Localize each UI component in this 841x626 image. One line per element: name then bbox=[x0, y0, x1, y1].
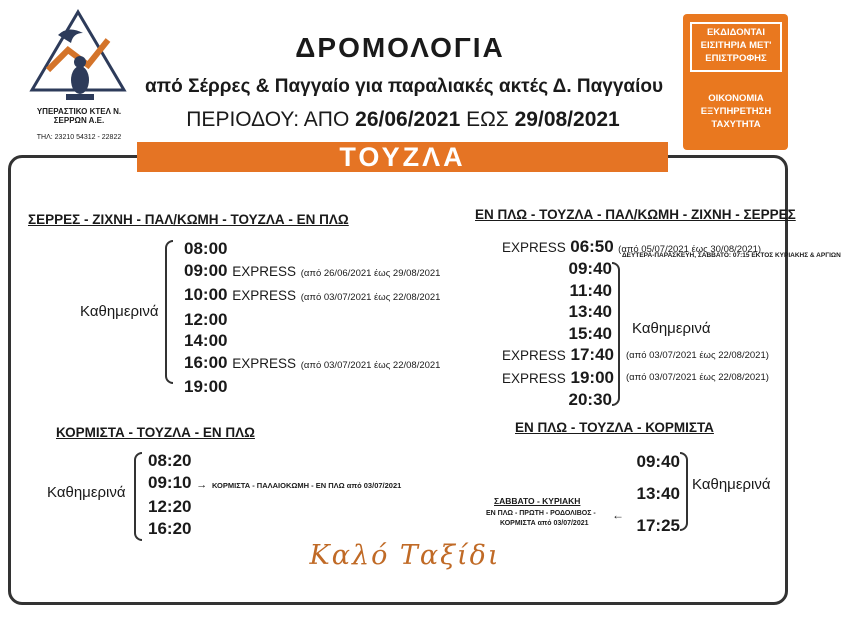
logo-phone: ΤΗΛ: 23210 54312 - 22822 bbox=[36, 134, 122, 141]
time-row bbox=[610, 478, 680, 510]
departure-time: 19:00 bbox=[184, 377, 228, 396]
departure-time: 14:00 bbox=[184, 331, 228, 350]
closing-greeting: Καλό Ταξίδι bbox=[309, 540, 501, 571]
route-serres-enplo: ΣΕΡΡΕΣ - ΖΙΧΝΗ - ΠΑΛ/ΚΩΜΗ - ΤΟΥΖΛΑ - ΕΝ ΠΛΩ bbox=[28, 212, 349, 227]
departure-time: 11:40 bbox=[569, 280, 612, 300]
time-row bbox=[148, 496, 401, 518]
express-label: EXPRESS bbox=[502, 370, 566, 386]
time-row bbox=[184, 352, 440, 377]
weekend-date: ΚΟΡΜΙΣΤΑ από 03/07/2021 bbox=[500, 520, 589, 527]
date-note: (από 03/07/2021 έως 22/08/2021) bbox=[626, 350, 769, 361]
time-row bbox=[148, 518, 401, 540]
route-enplo-kormista: ΕΝ ΠΛΩ - ΤΟΥΖΛΑ - ΚΟΡΜΙΣΤΑ bbox=[515, 420, 714, 435]
bracket-right-bottom bbox=[680, 452, 688, 531]
page-subtitle: από Σέρρες & Παγγαίο για παραλιακές ακτές Δ. Παγγαίου bbox=[144, 76, 664, 97]
timetable-enplo-kormista bbox=[610, 446, 680, 542]
date-note: (από 03/07/2021 έως 22/08/2021 bbox=[300, 359, 441, 371]
weekend-route: ΕΝ ΠΛΩ - ΠΡΩΤΗ - ΡΟΔΟΛΙΒΟΣ - bbox=[486, 510, 596, 517]
departure-time: 09:40 bbox=[636, 452, 680, 471]
weekend-title: ΣΑΒΒΑΤΟ - ΚΥΡΙΑΚΗ bbox=[494, 496, 581, 506]
period-prefix: ΠΕΡΙΟΔΟΥ: ΑΠΟ bbox=[186, 108, 350, 131]
departure-time: 19:00 bbox=[570, 367, 614, 387]
bracket-right-top bbox=[612, 262, 620, 406]
time-row bbox=[502, 367, 612, 390]
route-kormista-enplo: ΚΟΡΜΙΣΤΑ - ΤΟΥΖΛΑ - ΕΝ ΠΛΩ bbox=[56, 425, 255, 440]
departure-time: 17:25 bbox=[636, 516, 680, 535]
departure-time: 12:00 bbox=[184, 309, 228, 329]
departure-time: 15:40 bbox=[568, 323, 612, 343]
time-row bbox=[502, 280, 612, 302]
time-row bbox=[502, 323, 612, 345]
express-label: EXPRESS bbox=[232, 263, 296, 279]
timetable-enplo-serres bbox=[502, 258, 612, 411]
period-to: 29/08/2021 bbox=[514, 108, 620, 131]
express-label: EXPRESS bbox=[502, 240, 566, 255]
departure-time: 09:00 bbox=[184, 260, 228, 280]
date-note: (από 26/06/2021 έως 29/08/2021 bbox=[300, 267, 441, 279]
date-note: (από 03/07/2021 έως 22/08/2021 bbox=[300, 292, 441, 303]
time-row bbox=[502, 301, 612, 323]
express-label: EXPRESS bbox=[232, 355, 296, 371]
time-row bbox=[184, 284, 440, 309]
route-note: ΚΟΡΜΙΣΤΑ - ΠΑΛΑΙΟΚΩΜΗ - ΕΝ ΠΛΩ από 03/07/2021 bbox=[211, 480, 402, 490]
page-title: ΔΡΟΜΟΛΟΓΙΑ bbox=[295, 32, 505, 63]
date-note: (από 03/07/2021 έως 22/08/2021) bbox=[626, 372, 769, 383]
time-row bbox=[184, 376, 440, 398]
bracket-left-bottom bbox=[134, 452, 142, 541]
departure-time: 09:10 bbox=[148, 472, 192, 492]
destination-banner: ΤΟΥΖΛΑ bbox=[137, 142, 668, 172]
timetable-kormista-enplo bbox=[148, 450, 401, 539]
departure-time: 13:40 bbox=[636, 484, 680, 503]
period-line bbox=[138, 108, 668, 132]
departure-time: 16:20 bbox=[148, 518, 192, 538]
daily-label: Καθημερινά bbox=[692, 476, 771, 493]
arrow-right-icon: → bbox=[196, 478, 208, 491]
weekday-note: ΔΕΥΤΕΡΑ-ΠΑΡΑΣΚΕΥΗ, ΣΑΒΒΑΤΟ: 07:15 ΕΚΤΟΣ ΚΥΡΙΑΚΗΣ & ΑΡΓΙΩΝ bbox=[622, 252, 841, 259]
ktel-logo bbox=[28, 10, 128, 150]
time-row bbox=[184, 260, 440, 285]
time-row bbox=[502, 258, 612, 280]
daily-label: Καθημερινά bbox=[47, 484, 126, 501]
departure-time: 09:40 bbox=[568, 259, 612, 278]
departure-time: 08:00 bbox=[184, 239, 228, 258]
date-note: (από 05/07/2021 έως 30/08/2021) bbox=[618, 244, 762, 255]
daily-label: Καθημερινά bbox=[632, 320, 711, 337]
departure-time: 10:00 bbox=[184, 285, 228, 304]
express-label: EXPRESS bbox=[232, 288, 296, 303]
period-from: 26/06/2021 bbox=[355, 108, 461, 131]
logo-emblem-icon bbox=[28, 10, 128, 110]
time-row bbox=[502, 389, 612, 411]
info-benefits: ΟΙΚΟΝΟΜΙΑ ΕΞΥΠΗΡΕΤΗΣΗ ΤΑΧΥΤΗΤΑ bbox=[700, 93, 772, 130]
departure-time: 13:40 bbox=[568, 302, 612, 321]
time-row bbox=[184, 330, 440, 352]
route-enplo-serres: ΕΝ ΠΛΩ - ΤΟΥΖΛΑ - ΠΑΛ/ΚΩΜΗ - ΖΙΧΝΗ - ΣΕΡΡΕΣ bbox=[475, 207, 796, 222]
info-tickets: ΕΚΔΙΔΟΝΤΑΙ ΕΙΣΙΤΗΡΙΑ ΜΕΤ' ΕΠΙΣΤΡΟΦΗΣ bbox=[690, 22, 782, 72]
time-row bbox=[184, 309, 440, 331]
departure-time: 12:20 bbox=[148, 497, 192, 516]
period-mid: ΕΩΣ bbox=[466, 108, 509, 131]
time-row bbox=[502, 344, 612, 367]
departure-time: 20:30 bbox=[568, 390, 612, 409]
departure-time: 17:40 bbox=[570, 345, 614, 364]
arrow-left-icon: ← bbox=[612, 508, 624, 522]
express-label: EXPRESS bbox=[502, 348, 566, 363]
bracket-left-top bbox=[165, 240, 173, 384]
time-row bbox=[148, 450, 401, 472]
timetable-serres-enplo bbox=[184, 238, 440, 398]
departure-time: 06:50 bbox=[570, 237, 614, 256]
logo-company-name: ΥΠΕΡΑΣΤΙΚΟ ΚΤΕΛ Ν. ΣΕΡΡΩΝ Α.Ε. bbox=[36, 107, 122, 125]
time-row bbox=[148, 472, 401, 497]
departure-time: 16:00 bbox=[184, 352, 228, 372]
time-row bbox=[610, 446, 680, 478]
daily-label: Καθημερινά bbox=[80, 303, 159, 320]
departure-time: 08:20 bbox=[148, 451, 192, 470]
time-row bbox=[184, 238, 440, 260]
